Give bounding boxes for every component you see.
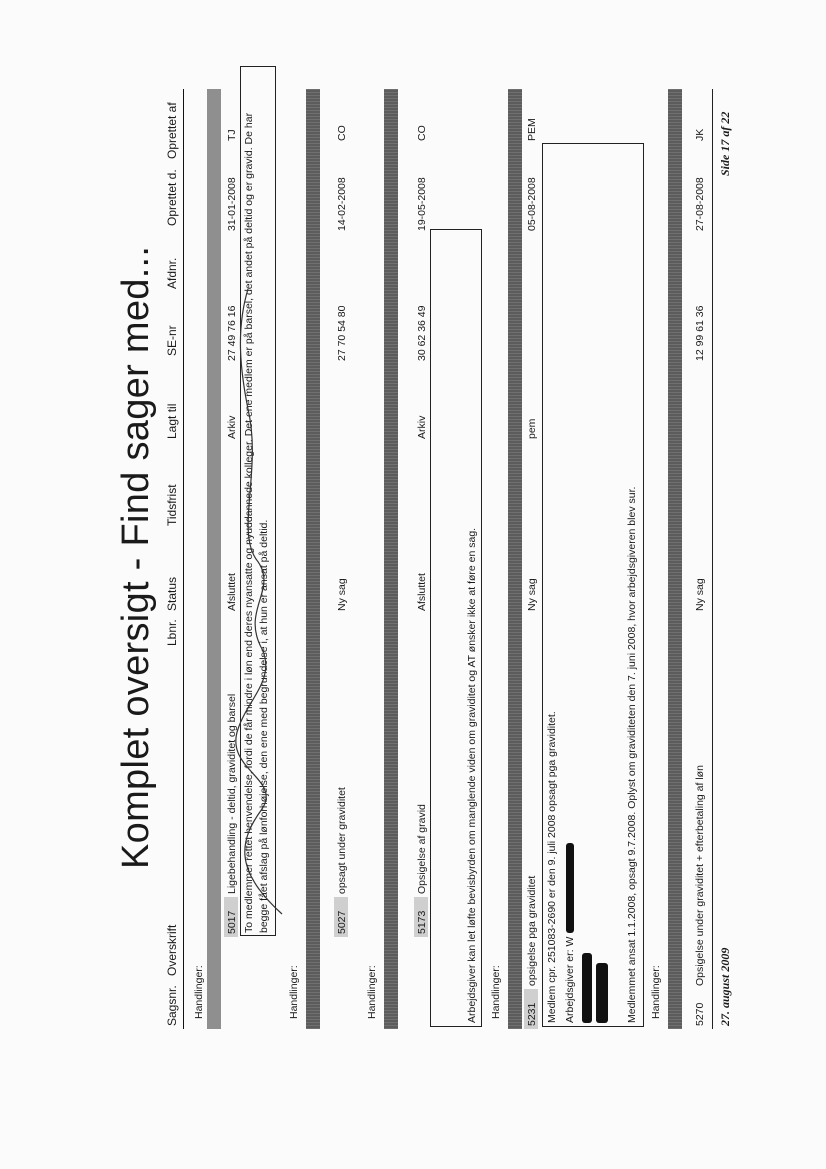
- col-overskrift: Overskrift: [165, 924, 179, 976]
- separator-band: [306, 89, 320, 1029]
- case-5173-title: Opsigelse af gravid: [416, 804, 428, 894]
- case-5017-oprettet-af: TJ: [226, 129, 238, 141]
- col-oprettet-d: Oprettet d.: [165, 169, 179, 226]
- page-title: Komplet oversigt - Find sager med...: [115, 245, 157, 869]
- separator-band: [508, 89, 522, 1029]
- case-5270-title: Opsigelse under graviditet + efterbetaling af løn: [694, 765, 706, 986]
- case-5231-status: Ny sag: [526, 578, 538, 611]
- col-sagsnr: Sagsnr.: [165, 985, 179, 1026]
- case-5027-oprettet-af: CO: [336, 125, 348, 141]
- col-tidsfrist: Tidsfrist: [165, 484, 179, 526]
- case-5231-note-line-2: Arbejdsgiver er: W: [564, 936, 576, 1023]
- col-oprettet-af: Oprettet af: [165, 102, 179, 159]
- case-5173-note-line-1: Arbejdsgiver kan let løfte bevisbyrden om manglende viden om graviditet og AT ønsker ikke at føre en sag.: [466, 527, 478, 1023]
- case-5270-oprettet-af: JK: [694, 128, 706, 141]
- col-status: Status: [165, 576, 179, 611]
- case-5017-lagt-til: Arkiv: [226, 415, 238, 439]
- case-5173-se-nr: 30 62 36 49: [416, 305, 428, 361]
- case-5231-number: 5231: [526, 1002, 538, 1026]
- separator-band: [668, 89, 682, 1029]
- col-se-nr: SE-nr: [165, 325, 179, 356]
- case-5017-status: Afsluttet: [226, 573, 238, 611]
- case-5270-se-nr: 12 99 61 36: [694, 305, 706, 361]
- separator-band: [384, 89, 398, 1029]
- handlinger-label: Handlinger:: [490, 965, 502, 1019]
- case-5027-title: opsagt under graviditet: [336, 787, 348, 894]
- redaction-bar: [596, 963, 608, 1023]
- case-5231-title: opsigelse pga graviditet: [526, 875, 538, 986]
- case-5173-oprettet-af: CO: [416, 125, 428, 141]
- handlinger-label: Handlinger:: [288, 965, 300, 1019]
- case-5017-oprettet-d: 31-01-2008: [226, 177, 238, 231]
- case-5027-se-nr: 27 70 54 80: [336, 305, 348, 361]
- handlinger-label: Handlinger:: [366, 965, 378, 1019]
- handlinger-label: Handlinger:: [193, 965, 205, 1019]
- case-5017-se-nr: 27 49 76 16: [226, 305, 238, 361]
- case-5270-status: Ny sag: [694, 578, 706, 611]
- case-5027-number: 5027: [336, 910, 348, 934]
- case-5173-status: Afsluttet: [416, 573, 428, 611]
- case-5270-number: 5270: [694, 1002, 706, 1026]
- bottom-rule: [712, 89, 713, 1029]
- case-5231-note-line-1: Medlem cpr. 251083-2690 er den 9. juli 2008 opsagt pga graviditet.: [546, 711, 558, 1023]
- case-5017-number: 5017: [226, 910, 238, 934]
- case-5173-oprettet-d: 19-05-2008: [416, 177, 428, 231]
- case-5027-oprettet-d: 14-02-2008: [336, 177, 348, 231]
- case-5017-title: Ligebehandling - deltid, graviditet og barsel: [226, 693, 238, 894]
- col-lbnr: Lbnr.: [165, 619, 179, 646]
- redaction-bar: [566, 843, 574, 933]
- case-5231-oprettet-af: PEM: [526, 118, 538, 141]
- footer-page-number: Side 17 af 22: [718, 111, 732, 176]
- case-5173-number: 5173: [416, 910, 428, 934]
- case-5027-status: Ny sag: [336, 578, 348, 611]
- case-5270-oprettet-d: 27-08-2008: [694, 177, 706, 231]
- case-5231-lagt-til: pem: [526, 418, 538, 439]
- redaction-bar: [582, 953, 592, 1023]
- case-5017-note-line-2: begge fået afslag på lønforhøjelse, den ene med begrundelse i, at hun er ansat på deltid.: [258, 519, 270, 933]
- case-5017-note-line-1: To medlemmer rettet henvendelse, fordi de får mindre i løn end deres nyansatte og nyuddannede kolleger. Det ene medlem er på barsel, det andet på deltid og er gravid. De har: [243, 112, 255, 933]
- case-5173-lagt-til: Arkiv: [416, 415, 428, 439]
- case-5231-note-line-3: Medlemmet ansat 1.1.2008, opsagt 9.7.2008. Oplyst om graviditeten den 7. juni 2008, hvor arbejdsgiveren blev sur.: [626, 486, 638, 1023]
- col-afdnr: Afdnr.: [165, 257, 179, 289]
- case-5231-oprettet-d: 05-08-2008: [526, 177, 538, 231]
- handlinger-label: Handlinger:: [650, 965, 662, 1019]
- col-lagt-til: Lagt til: [165, 403, 179, 439]
- footer-date: 27. august 2009: [718, 947, 732, 1026]
